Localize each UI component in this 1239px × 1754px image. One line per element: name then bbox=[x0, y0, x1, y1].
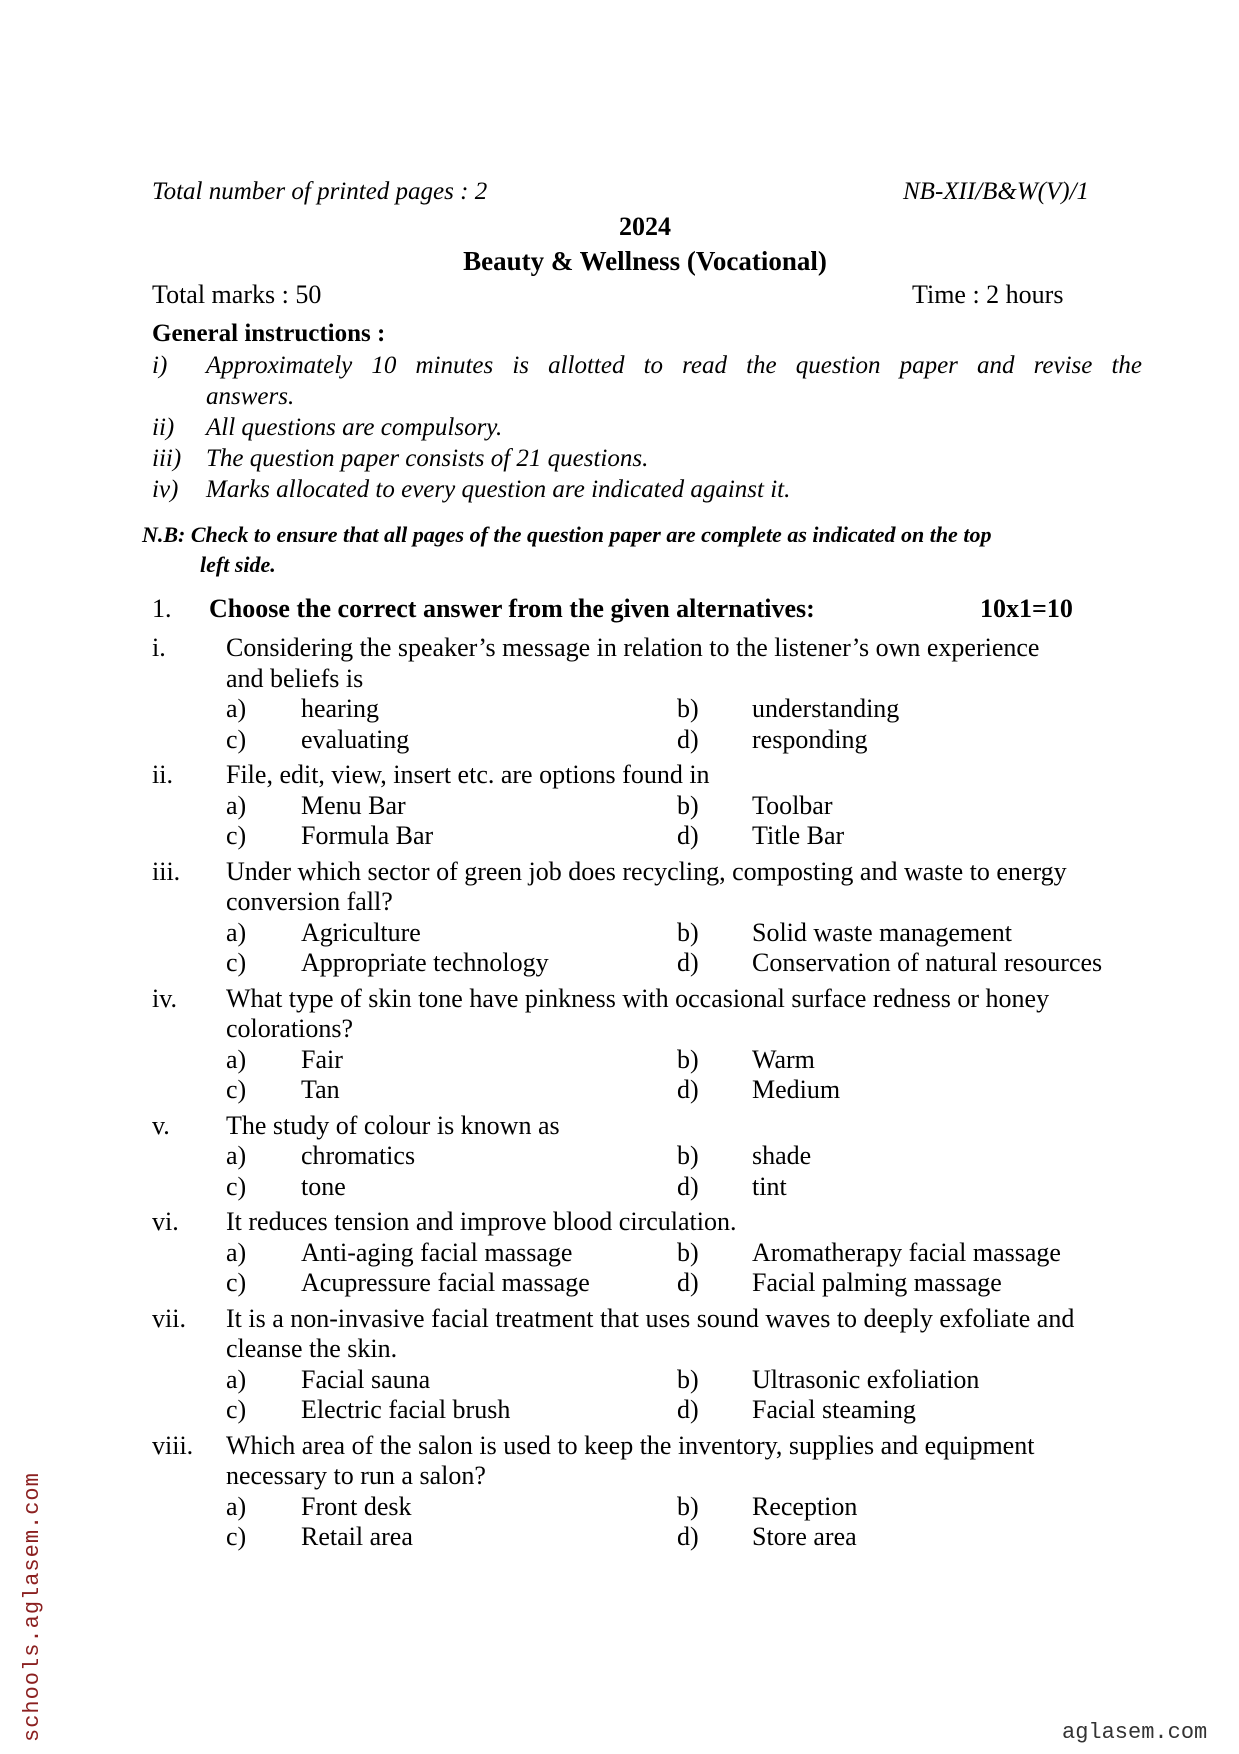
section-number: 1. bbox=[152, 594, 172, 623]
question bbox=[152, 760, 1142, 852]
instruction-item bbox=[152, 443, 1142, 474]
instructions-list bbox=[152, 350, 1142, 505]
question-line bbox=[152, 1461, 1142, 1492]
option-label: b) bbox=[677, 790, 699, 820]
instruction-num: iii) bbox=[152, 445, 182, 472]
question bbox=[152, 1304, 1142, 1426]
instruction-text: All questions are compulsory. bbox=[206, 414, 503, 441]
option-label: a) bbox=[226, 1491, 247, 1521]
option-text: tone bbox=[301, 1171, 346, 1201]
option-label: b) bbox=[677, 1044, 699, 1074]
options bbox=[226, 1365, 1142, 1426]
option-label: c) bbox=[226, 1522, 247, 1551]
option-text: responding bbox=[752, 724, 868, 754]
instruction-item bbox=[152, 474, 1142, 505]
option-label: c) bbox=[226, 1171, 247, 1201]
option-text: Reception bbox=[752, 1491, 858, 1521]
option-label: d) bbox=[677, 1522, 699, 1551]
option-text: Acupressure facial massage bbox=[301, 1268, 590, 1297]
option-label: b) bbox=[677, 1237, 699, 1267]
question-text: It reduces tension and improve blood circulation. bbox=[226, 1207, 737, 1236]
question bbox=[152, 633, 1142, 755]
question-text: It is a non-invasive facial treatment that uses sound waves to deeply exfoliate and bbox=[226, 1303, 1075, 1333]
options bbox=[226, 1238, 1142, 1299]
option-row bbox=[226, 1238, 1142, 1269]
printed-pages: Total number of printed pages : 2 bbox=[152, 178, 488, 205]
option-text: chromatics bbox=[301, 1141, 416, 1170]
option-text: Fair bbox=[301, 1044, 343, 1074]
option-label: d) bbox=[677, 1395, 699, 1424]
option-label: c) bbox=[226, 1395, 247, 1424]
option-label: a) bbox=[226, 1044, 247, 1074]
option-label: d) bbox=[677, 1268, 699, 1297]
question-line bbox=[152, 1207, 1142, 1238]
question-text: Considering the speaker’s message in relation to the listener’s own experience bbox=[226, 633, 1040, 662]
question bbox=[152, 984, 1142, 1106]
option-text: Formula Bar bbox=[301, 821, 434, 850]
option-label: d) bbox=[677, 821, 699, 850]
option-text: Conservation of natural resources bbox=[752, 948, 1103, 977]
instruction-item-cont bbox=[152, 381, 1142, 412]
question-text: cleanse the skin. bbox=[226, 1334, 398, 1363]
option-row bbox=[226, 1141, 1142, 1172]
option-label: b) bbox=[677, 1141, 699, 1170]
option-label: b) bbox=[677, 1364, 699, 1394]
question-line bbox=[152, 984, 1142, 1015]
question-text: and beliefs is bbox=[226, 663, 364, 693]
paper-code: NB-XII/B&W(V)/1 bbox=[903, 178, 1090, 205]
option-row bbox=[226, 918, 1142, 949]
option-label: c) bbox=[226, 948, 247, 977]
option-label: b) bbox=[677, 917, 699, 947]
option-row bbox=[226, 1365, 1142, 1396]
option-row bbox=[226, 821, 1142, 852]
option-text: Warm bbox=[752, 1044, 815, 1074]
question-number: viii. bbox=[152, 1430, 194, 1460]
question-text: necessary to run a salon? bbox=[226, 1461, 486, 1490]
instructions-heading: General instructions : bbox=[152, 320, 386, 347]
side-watermark: schools.aglasem.com bbox=[20, 1472, 45, 1742]
question bbox=[152, 1207, 1142, 1299]
option-row bbox=[226, 1522, 1142, 1553]
question bbox=[152, 1111, 1142, 1203]
nb-note-cont: left side. bbox=[200, 552, 276, 577]
option-row bbox=[226, 1075, 1142, 1106]
question-text: Which area of the salon is used to keep the inventory, supplies and equipment bbox=[226, 1430, 1035, 1460]
question-line bbox=[152, 887, 1142, 918]
option-label: a) bbox=[226, 917, 247, 947]
option-text: Facial sauna bbox=[301, 1364, 431, 1394]
option-row bbox=[226, 694, 1142, 725]
option-label: c) bbox=[226, 1075, 247, 1104]
options bbox=[226, 1045, 1142, 1106]
option-text: Anti-aging facial massage bbox=[301, 1237, 573, 1267]
option-label: b) bbox=[677, 1491, 699, 1521]
options bbox=[226, 1141, 1142, 1202]
option-label: a) bbox=[226, 1237, 247, 1267]
option-text: Front desk bbox=[301, 1491, 412, 1521]
time-allowed: Time : 2 hours bbox=[912, 280, 1064, 309]
option-label: a) bbox=[226, 1141, 247, 1170]
option-text: shade bbox=[752, 1141, 812, 1170]
instruction-item bbox=[152, 412, 1142, 443]
options bbox=[226, 791, 1142, 852]
option-text: Menu Bar bbox=[301, 790, 406, 820]
question-number: iii. bbox=[152, 856, 181, 886]
options bbox=[226, 1492, 1142, 1553]
question-line bbox=[152, 1014, 1142, 1045]
option-text: Appropriate technology bbox=[301, 948, 549, 977]
question-line bbox=[152, 760, 1142, 791]
question-line bbox=[152, 857, 1142, 888]
option-text: hearing bbox=[301, 694, 379, 723]
instruction-num: iv) bbox=[152, 476, 179, 503]
option-row bbox=[226, 1045, 1142, 1076]
question-line bbox=[152, 633, 1142, 664]
option-text: Title Bar bbox=[752, 821, 845, 850]
option-text: Store area bbox=[752, 1522, 857, 1551]
question-text: The study of colour is known as bbox=[226, 1110, 560, 1140]
option-text: Tan bbox=[301, 1075, 340, 1104]
question-line bbox=[152, 1304, 1142, 1335]
question-number bbox=[152, 1014, 226, 1045]
instruction-item bbox=[152, 350, 1142, 381]
option-text: Solid waste management bbox=[752, 917, 1012, 947]
question-number bbox=[152, 1461, 226, 1492]
question-number: iv. bbox=[152, 983, 178, 1013]
option-text: Retail area bbox=[301, 1522, 413, 1551]
question-text: File, edit, view, insert etc. are options found in bbox=[226, 760, 710, 789]
option-text: tint bbox=[752, 1171, 787, 1201]
question-number: i. bbox=[152, 633, 166, 662]
section-title: Choose the correct answer from the given alternatives: bbox=[209, 594, 815, 623]
option-text: understanding bbox=[752, 694, 900, 723]
section-marks: 10x1=10 bbox=[980, 594, 1073, 623]
question-number: v. bbox=[152, 1110, 170, 1140]
option-label: c) bbox=[226, 1268, 247, 1297]
option-label: a) bbox=[226, 790, 247, 820]
option-text: Aromatherapy facial massage bbox=[752, 1237, 1061, 1267]
instruction-num: ii) bbox=[152, 414, 175, 441]
exam-year: 2024 bbox=[619, 212, 671, 241]
option-text: Electric facial brush bbox=[301, 1395, 511, 1424]
option-text: Ultrasonic exfoliation bbox=[752, 1364, 980, 1394]
option-row bbox=[226, 1268, 1142, 1299]
instruction-text: The question paper consists of 21 questions. bbox=[206, 445, 649, 472]
question-number bbox=[152, 887, 226, 918]
nb-note: N.B: Check to ensure that all pages of the question paper are complete as indicated on the top bbox=[142, 522, 992, 547]
question-line bbox=[152, 1334, 1142, 1365]
total-marks: Total marks : 50 bbox=[152, 280, 322, 309]
option-row bbox=[226, 1395, 1142, 1426]
option-label: b) bbox=[677, 694, 699, 723]
option-text: Agriculture bbox=[301, 917, 421, 947]
question bbox=[152, 1431, 1142, 1553]
question-text: conversion fall? bbox=[226, 887, 393, 916]
option-label: c) bbox=[226, 821, 247, 850]
instruction-num: i) bbox=[152, 352, 168, 379]
option-label: d) bbox=[677, 1171, 699, 1201]
instruction-text: answers. bbox=[206, 383, 295, 410]
question-number: vii. bbox=[152, 1303, 186, 1333]
footer-watermark: aglasem.com bbox=[1062, 1720, 1208, 1745]
question-line bbox=[152, 1111, 1142, 1142]
option-row bbox=[226, 1172, 1142, 1203]
option-text: Medium bbox=[752, 1075, 841, 1104]
option-text: Facial palming massage bbox=[752, 1268, 1002, 1297]
option-label: c) bbox=[226, 724, 247, 754]
option-row bbox=[226, 725, 1142, 756]
options bbox=[226, 918, 1142, 979]
question-line bbox=[152, 664, 1142, 695]
option-row bbox=[226, 791, 1142, 822]
instruction-text: Marks allocated to every question are indicated against it. bbox=[206, 476, 791, 503]
question-text: Under which sector of green job does recycling, composting and waste to energy bbox=[226, 856, 1067, 886]
question-line bbox=[152, 1431, 1142, 1462]
paper-title: Beauty & Wellness (Vocational) bbox=[463, 246, 827, 276]
question-number bbox=[152, 1334, 226, 1365]
instruction-text: Approximately 10 minutes is allotted to read the question paper and revise the bbox=[206, 352, 1142, 379]
option-text: evaluating bbox=[301, 724, 410, 754]
question-text: What type of skin tone have pinkness with occasional surface redness or honey bbox=[226, 983, 1050, 1013]
option-row bbox=[226, 948, 1142, 979]
question-text: colorations? bbox=[226, 1014, 354, 1043]
option-row bbox=[226, 1492, 1142, 1523]
option-label: d) bbox=[677, 948, 699, 977]
option-label: d) bbox=[677, 724, 699, 754]
options bbox=[226, 694, 1142, 755]
question-number: vi. bbox=[152, 1207, 179, 1236]
option-text: Facial steaming bbox=[752, 1395, 916, 1424]
option-label: d) bbox=[677, 1075, 699, 1104]
option-text: Toolbar bbox=[752, 790, 833, 820]
option-label: a) bbox=[226, 1364, 247, 1394]
option-label: a) bbox=[226, 694, 247, 723]
question-number bbox=[152, 664, 226, 695]
question bbox=[152, 857, 1142, 979]
question-list bbox=[152, 633, 1142, 1558]
question-number: ii. bbox=[152, 760, 173, 789]
